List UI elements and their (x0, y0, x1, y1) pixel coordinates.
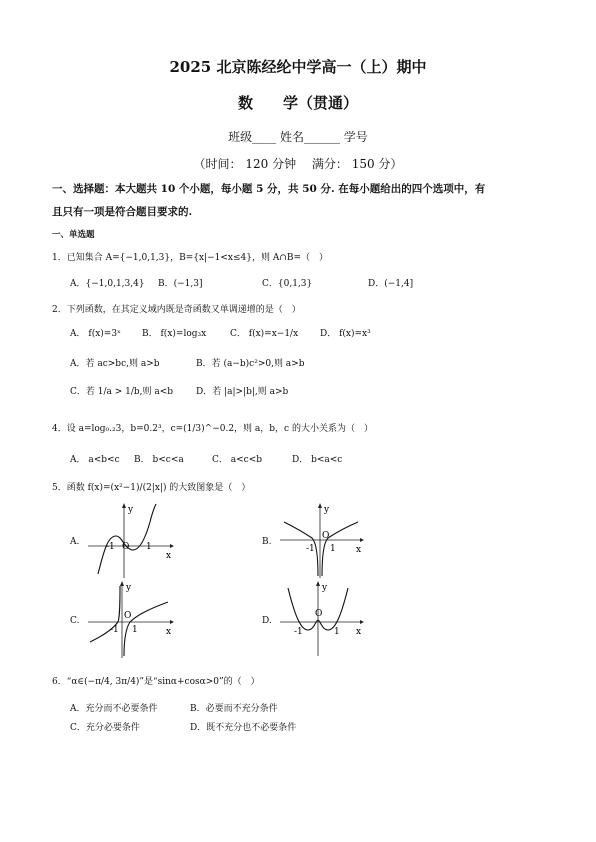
graph-c-pos1: 1 (132, 625, 138, 635)
q2-option-c: C． f(x)=x−1/x (230, 329, 299, 339)
q3-option-a: A．若 ac>bc,则 a>b (70, 359, 160, 369)
q6-option-c: C．充分必要条件 (70, 723, 140, 733)
time-info: （时间： 120 分钟 满分： 150 分） (193, 157, 403, 171)
q4-option-a: A． a<b<c (70, 455, 120, 465)
graph-c-neg1: -1 (110, 625, 119, 635)
section-heading-line1: 一、选择题：本大题共 10 个小题，每小题 5 分，共 50 分. 在每小题给出的四个选项中，有 (52, 183, 486, 195)
graph-d-pos1: 1 (334, 627, 340, 637)
graph-a-origin: O (122, 542, 130, 552)
graph-d-neg1: -1 (294, 627, 303, 637)
question-6-stem: 6．“α∈(−π/4, 3π/4)”是“sinα+cosα>0”的（ ） (52, 677, 260, 687)
graph-a (86, 500, 176, 580)
graph-d (276, 580, 366, 660)
question-4-stem: 4．设 a=log₀.₂3，b=0.2³，c=(1/3)^−0.2，则 a，b，c 的大小关系为（ ） (52, 424, 373, 434)
graph-a-pos1: 1 (146, 542, 152, 552)
question-5-stem: 5．函数 f(x)=(x²−1)/(2|x|) 的大致图象是（ ） (52, 483, 251, 493)
subsection-heading: 一、单选题 (52, 230, 95, 240)
q6-option-a: A．充分而不必要条件 (70, 704, 158, 714)
subject-title: 数 学（贯通） (237, 94, 358, 112)
graph-a-y-label: y (128, 505, 134, 515)
q1-option-a: A．{−1,0,1,3,4} (70, 279, 145, 289)
graph-d-origin: O (315, 609, 323, 619)
graph-a-neg1: -1 (106, 542, 115, 552)
q3-option-b: B．若 (a−b)c²>0,则 a>b (196, 359, 305, 369)
exam-title: 2025 北京陈经纶中学高一（上）期中 (169, 58, 427, 76)
graph-b-origin: O (322, 531, 330, 541)
q2-option-b: B． f(x)=log₃x (142, 329, 207, 339)
graph-b-y-label: y (324, 505, 330, 515)
graph-c-y-label: y (126, 583, 132, 593)
q2-option-d: D． f(x)=x³ (320, 329, 371, 339)
graph-b (276, 500, 366, 580)
graph-c-origin: O (124, 611, 132, 621)
graph-b-pos1: 1 (330, 544, 336, 554)
student-fields: 班级____ 姓名______ 学号 (228, 130, 368, 144)
q3-option-c: C．若 1/a > 1/b,则 a<b (70, 387, 174, 397)
q4-option-c: C． a<c<b (212, 455, 262, 465)
q1-option-d: D．(−1,4] (368, 279, 414, 289)
q1-option-c: C．{0,1,3} (262, 279, 313, 289)
question-1-stem: 1．已知集合 A={−1,0,1,3}，B={x|−1<x≤4}，则 A∩B=（ ） (52, 253, 329, 263)
graph-d-x-label: x (356, 627, 362, 637)
graph-b-x-label: x (356, 545, 362, 555)
q5-option-c: C. (70, 616, 80, 626)
q6-option-b: B．必要而不充分条件 (190, 704, 278, 714)
q4-option-b: B． b<c<a (134, 455, 184, 465)
graph-a-x-label: x (166, 551, 172, 561)
q1-option-b: B．(−1,3] (158, 279, 203, 289)
graph-c (86, 580, 176, 660)
graph-c-x-label: x (166, 627, 172, 637)
graph-d-y-label: y (322, 583, 328, 593)
q4-option-d: D． b<a<c (292, 455, 343, 465)
q6-option-d: D．既不充分也不必要条件 (190, 723, 297, 733)
section-heading-line2: 且只有一项是符合题目要求的. (52, 206, 193, 218)
question-2-stem: 2．下列函数，在其定义域内既是奇函数又单调递增的是（ ） (52, 305, 301, 315)
graph-b-neg1: -1 (306, 544, 315, 554)
q5-option-a: A. (70, 537, 80, 547)
q2-option-a: A． f(x)=3ˣ (70, 329, 121, 339)
q5-option-b: B. (262, 537, 272, 547)
q3-option-d: D．若 |a|>|b|,则 a>b (196, 387, 289, 397)
q5-option-d: D. (262, 616, 272, 626)
